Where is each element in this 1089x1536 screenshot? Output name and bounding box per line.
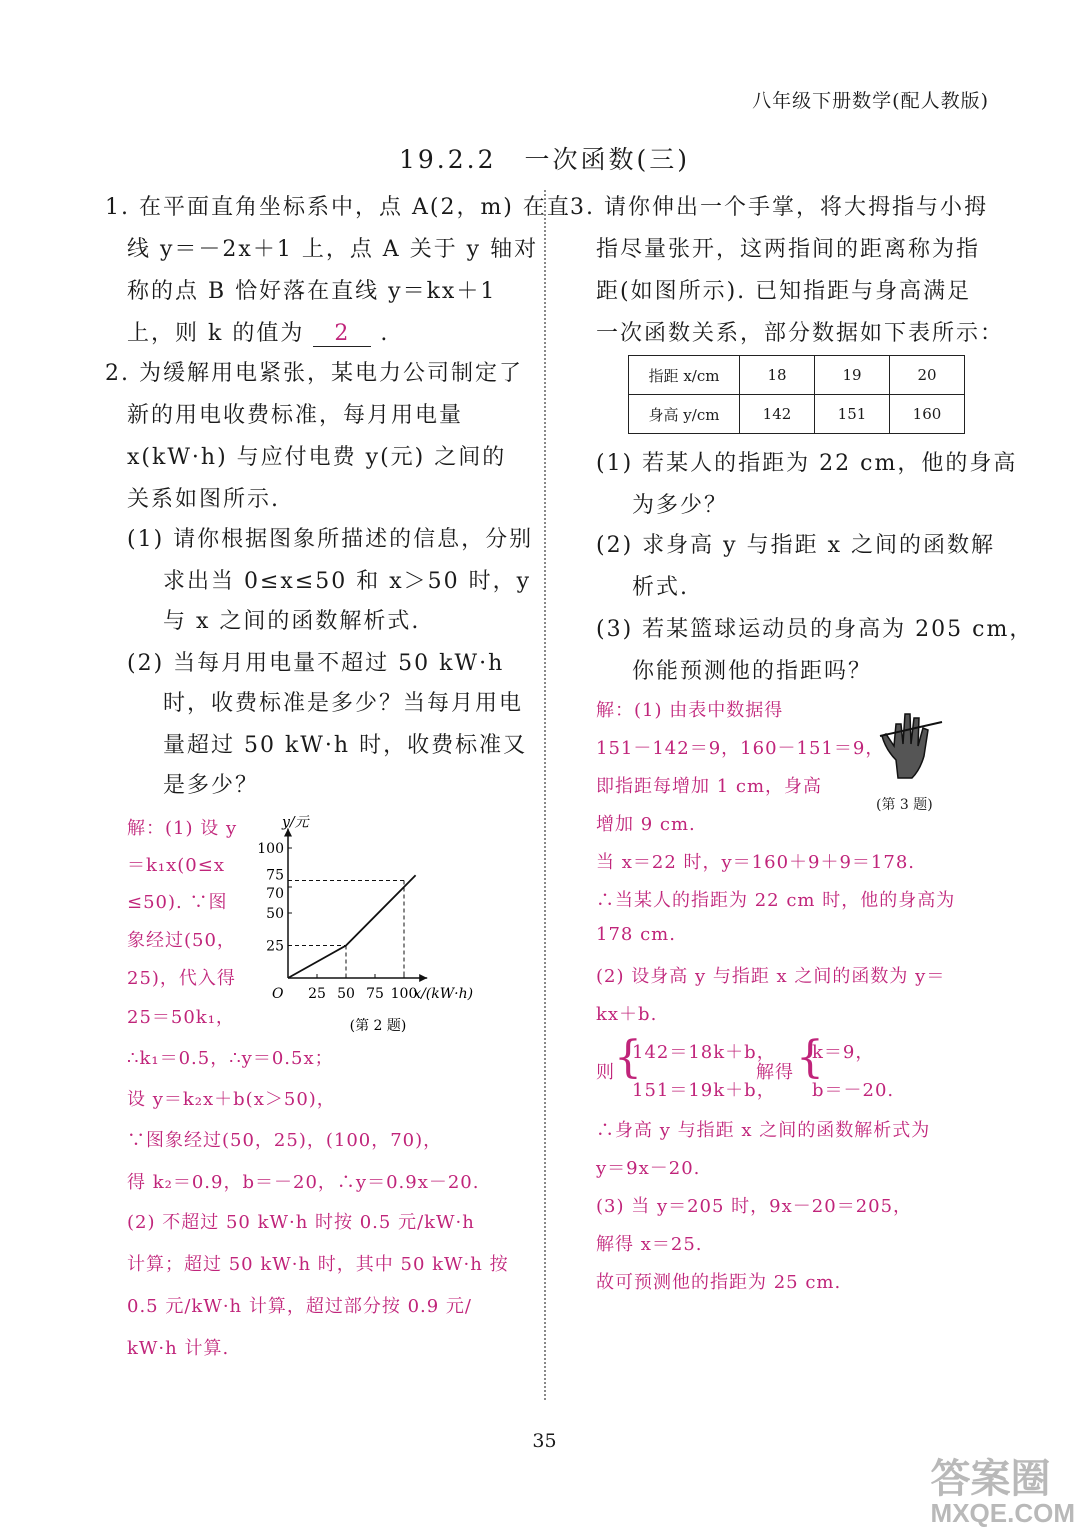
q2-chart bbox=[250, 808, 540, 1040]
q2-line-1: 2. 为缓解用电紧张，某电力公司制定了 bbox=[105, 361, 523, 386]
q2-sol-5: 25)，代入得 bbox=[127, 968, 236, 989]
table-cell: 18 bbox=[740, 356, 815, 395]
watermark-url: MXQE.COM bbox=[930, 1498, 1075, 1529]
q3-sol-9: kx＋b. bbox=[596, 1004, 658, 1025]
q2-sol-1: 解：(1) 设 y bbox=[127, 818, 238, 839]
q3-sol-10: ∴身高 y 与指距 x 之间的函数解析式为 bbox=[596, 1120, 931, 1141]
q2-sub2-line-4: 是多少？ bbox=[163, 773, 260, 798]
q3-sub2-line-2: 析式. bbox=[632, 575, 689, 600]
q3-sol-2: 151－142＝9，160－151＝9， bbox=[596, 738, 885, 759]
q3-data-table bbox=[628, 355, 965, 434]
q1-line-1: 1. 在平面直角坐标系中，点 A(2，m) 在直 bbox=[105, 195, 571, 220]
system-result-2: b＝－20. bbox=[812, 1080, 895, 1101]
q2-sol-3: ≤50). ∵图 bbox=[127, 892, 228, 913]
x-tick-label: 75 bbox=[366, 986, 384, 1002]
q3-sol-1: 解：(1) 由表中数据得 bbox=[596, 700, 784, 721]
q3-sub2-line-1: (2) 求身高 y 与指距 x 之间的函数解 bbox=[596, 533, 995, 558]
system-solve-label: 解得 bbox=[756, 1062, 794, 1083]
q2-line-4: 关系如图所示. bbox=[127, 487, 280, 512]
table-cell: 151 bbox=[815, 395, 890, 434]
q1-line-4-text: 上，则 k 的值为 bbox=[127, 321, 305, 346]
chart-caption: (第 2 题) bbox=[349, 1018, 407, 1034]
table-row bbox=[629, 356, 965, 395]
system-eq-1: 142＝18k＋b， bbox=[632, 1042, 776, 1063]
system-eq-2: 151＝19k＋b， bbox=[632, 1080, 776, 1101]
q2-sub1-line-1: (1) 请你根据图象所描述的信息，分别 bbox=[127, 527, 534, 552]
x-tick-label: 100 bbox=[390, 986, 418, 1002]
q2-sol-9: ∵图象经过(50，25)，(100，70)， bbox=[127, 1130, 443, 1151]
system-prefix: 则 bbox=[596, 1062, 615, 1083]
table-row bbox=[629, 395, 965, 434]
table-row-label: 指距 x/cm bbox=[629, 356, 740, 395]
q2-sub2-line-2: 时，收费标准是多少？当每月用电 bbox=[163, 691, 524, 716]
table-cell: 160 bbox=[890, 395, 965, 434]
q3-sol-13: 解得 x＝25. bbox=[596, 1234, 703, 1255]
q2-sol-2: ＝k₁x(0≤x bbox=[127, 855, 225, 876]
left-brace: { bbox=[614, 1032, 642, 1083]
q3-sol-5: 当 x＝22 时，y＝160＋9＋9＝178. bbox=[596, 852, 916, 873]
q2-sub2-line-1: (2) 当每月用电量不超过 50 kW·h bbox=[127, 651, 505, 676]
q3-sub1-line-1: (1) 若某人的指距为 22 cm，他的身高 bbox=[596, 451, 1018, 476]
q3-sol-8: (2) 设身高 y 与指距 x 之间的函数为 y＝ bbox=[596, 966, 946, 987]
q3-line-2: 指尽量张开，这两指间的距离称为指 bbox=[596, 237, 981, 262]
watermark-logo bbox=[931, 1459, 1075, 1528]
q3-sub3-line-1: (3) 若某篮球运动员的身高为 205 cm， bbox=[596, 617, 1034, 642]
hand-span-illustration bbox=[876, 700, 946, 782]
q3-figure-caption: (第 3 题) bbox=[876, 797, 933, 813]
q3-line-1: 3. 请你伸出一个手掌，将大拇指与小拇 bbox=[570, 195, 988, 220]
y-tick-label: 25 bbox=[266, 938, 284, 955]
q3-line-4: 一次函数关系，部分数据如下表所示： bbox=[596, 321, 1005, 346]
q3-sol-4: 增加 9 cm. bbox=[596, 814, 696, 835]
page-number: 35 bbox=[532, 1430, 557, 1452]
book-header: 八年级下册数学(配人教版) bbox=[752, 90, 989, 112]
q2-sub1-line-3: 与 x 之间的函数解析式. bbox=[163, 609, 421, 634]
section-title: 19.2.2 一次函数(三) bbox=[398, 145, 691, 174]
y-tick-label: 50 bbox=[266, 906, 284, 922]
table-cell: 20 bbox=[890, 356, 965, 395]
q2-sub1-line-2: 求出当 0≤x≤50 和 x＞50 时，y bbox=[163, 569, 532, 594]
y-axis-label: y/元 bbox=[282, 814, 309, 831]
q2-line-2: 新的用电收费标准，每月用电量 bbox=[127, 403, 464, 428]
series-line bbox=[288, 875, 416, 978]
q2-sol-6: 25＝50k₁， bbox=[127, 1007, 235, 1028]
q1-line-3: 称的点 B 恰好落在直线 y＝kx＋1 bbox=[127, 279, 497, 304]
q1-line-2: 线 y＝－2x＋1 上，点 A 关于 y 轴对 bbox=[127, 237, 539, 262]
x-axis-arrow bbox=[419, 974, 427, 982]
q3-sub1-line-2: 为多少？ bbox=[632, 493, 729, 518]
q2-sol-11: (2) 不超过 50 kW·h 时按 0.5 元/kW·h bbox=[127, 1212, 475, 1233]
x-axis-label: x/(kW·h) bbox=[413, 986, 474, 1002]
q3-sol-3: 即指距每增加 1 cm，身高 bbox=[596, 776, 823, 797]
origin-label: O bbox=[272, 986, 284, 1002]
y-tick-label: 70 bbox=[266, 886, 284, 902]
q2-sol-8: 设 y＝k₂x＋b(x＞50)， bbox=[127, 1089, 336, 1110]
x-tick-label: 50 bbox=[337, 986, 355, 1002]
q3-sol-7: 178 cm. bbox=[596, 924, 676, 945]
q3-sol-12: (3) 当 y＝205 时，9x－20＝205， bbox=[596, 1196, 913, 1217]
q2-sol-12: 计算；超过 50 kW·h 时，其中 50 kW·h 按 bbox=[127, 1254, 509, 1275]
q3-sol-14: 故可预测他的指距为 25 cm. bbox=[596, 1272, 842, 1293]
q2-sol-10: 得 k₂＝0.9，b＝－20，∴y＝0.9x－20. bbox=[127, 1172, 480, 1193]
q2-sol-14: kW·h 计算. bbox=[127, 1338, 230, 1359]
q1-end: . bbox=[380, 321, 390, 346]
q3-line-3: 距(如图所示). 已知指距与身高满足 bbox=[596, 279, 972, 304]
q2-sub2-line-3: 量超过 50 kW·h 时，收费标准又 bbox=[163, 733, 528, 758]
q2-line-3: x(kW·h) 与应付电费 y(元) 之间的 bbox=[127, 445, 507, 470]
system-result-1: k＝9， bbox=[812, 1042, 875, 1063]
table-cell: 142 bbox=[740, 395, 815, 434]
q1-answer: 2 bbox=[313, 321, 371, 347]
y-tick-label: 75 bbox=[266, 867, 284, 884]
q2-sol-13: 0.5 元/kW·h 计算，超过部分按 0.9 元/ bbox=[127, 1296, 472, 1317]
q3-sub3-line-2: 你能预测他的指距吗？ bbox=[632, 659, 873, 684]
y-tick-label: 100 bbox=[257, 841, 284, 857]
q3-sol-11: y＝9x－20. bbox=[596, 1158, 701, 1179]
x-tick-label: 25 bbox=[308, 986, 326, 1002]
table-row-label: 身高 y/cm bbox=[629, 395, 740, 434]
q2-sol-7: ∴k₁＝0.5，∴y＝0.5x； bbox=[127, 1048, 334, 1069]
q1-line-4 bbox=[127, 316, 389, 347]
table-cell: 19 bbox=[815, 356, 890, 395]
right-brace: { bbox=[796, 1032, 824, 1083]
column-divider bbox=[544, 190, 546, 1400]
q2-sol-4: 象经过(50， bbox=[127, 930, 236, 951]
q3-sol-6: ∴当某人的指距为 22 cm 时，他的身高为 bbox=[596, 890, 956, 911]
watermark-title: 答案圈 bbox=[930, 1457, 1051, 1502]
